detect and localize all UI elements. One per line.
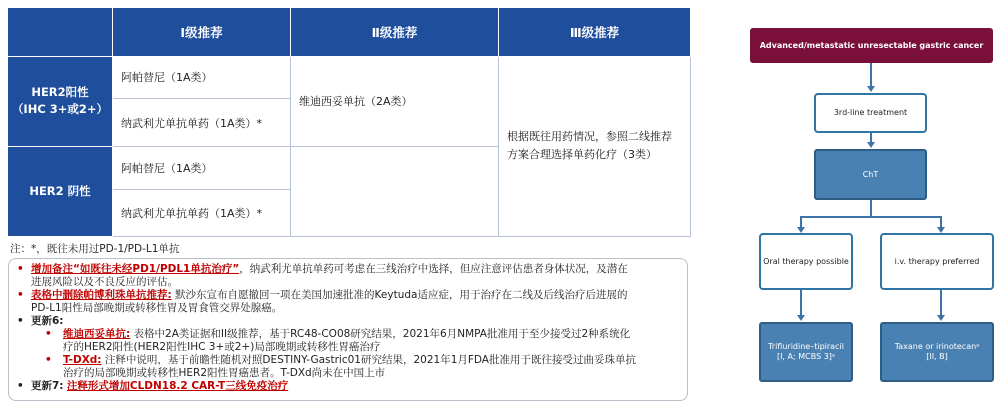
- arrow-down-icon: [867, 86, 875, 92]
- update-text: 疗的HER2阳性(HER2阳性IHC 3+或2+)局部晚期或转移性胃癌治疗: [63, 341, 381, 353]
- update-subitem: [17, 328, 679, 354]
- update-highlight: 维迪西妥单抗:: [63, 328, 131, 340]
- update-text: 表格中2A类证据和II级推荐，基于RC48-CO08研究结果，2021年6月NMPA批准用于至少接受过2种系统化: [130, 328, 631, 340]
- flow-cht-box: ChT: [814, 149, 927, 200]
- treatment-flowchart: [740, 0, 1000, 415]
- update-text: ，纳武利尤单抗单药可考虑在三线治疗中选择，但应注意评估患者身体状况，及潜在: [239, 263, 628, 275]
- her2-positive-label: HER2阳性 （IHC 3+或2+）: [8, 56, 113, 146]
- bullet: •: [17, 315, 24, 327]
- update-highlight: T-DXd:: [63, 354, 102, 366]
- header-level3: Ⅲ级推荐: [499, 8, 691, 57]
- update-text: PD-L1阳性局部晚期或转移性胃及胃食管交界处腺癌。: [31, 302, 283, 314]
- update-item: [17, 315, 679, 328]
- arrow-down-icon: [797, 315, 805, 321]
- update-item: [17, 289, 679, 315]
- flow-connector: [940, 290, 942, 316]
- arrow-down-icon: [937, 315, 945, 321]
- level1-cell: 纳武利尤单抗单药（1A类）*: [113, 99, 291, 146]
- table-footnote: 注：*，既往未用过PD-1/PD-L1单抗: [10, 243, 180, 255]
- bullet: •: [17, 289, 24, 301]
- update-highlight: 增加备注“如既往未经PD1/PDL1单抗治疗”: [31, 263, 240, 275]
- level2-empty-cell: [291, 146, 499, 236]
- update-item: [17, 380, 679, 393]
- update-subitem: [17, 354, 679, 380]
- header-level2: Ⅱ级推荐: [291, 8, 499, 57]
- flow-connector: [800, 216, 942, 218]
- update-highlight: 注释形式增加CLDN18.2 CAR-T三线免疫治疗: [66, 380, 289, 392]
- flow-connector: [870, 200, 872, 216]
- update-highlight: 表格中删除帕博利珠单抗推荐:: [31, 289, 172, 301]
- level1-cell: 阿帕替尼（1A类）: [113, 146, 291, 189]
- recommendation-table: [7, 7, 691, 237]
- level3-cell: 根据既往用药情况，参照二线推荐 方案合理选择单药化疗（3类）: [499, 56, 691, 236]
- update-text: 注释中说明，基于前瞻性随机对照DESTINY-Gastric01研究结果，2021年1月FDA批准用于既往接受过曲妥珠单抗: [101, 354, 636, 366]
- her2-negative-label: HER2 阴性: [8, 146, 113, 236]
- level1-cell: 纳武利尤单抗单药（1A类）*: [113, 189, 291, 237]
- update-text: 治疗的局部晚期或转移性HER2阳性胃癌患者。T-DXd尚未在中国上市: [63, 367, 386, 379]
- bullet: •: [17, 263, 24, 275]
- header-blank: [8, 8, 113, 57]
- arrow-down-icon: [867, 142, 875, 148]
- flow-oral-box: Oral therapy possible: [759, 233, 853, 290]
- flow-connector: [800, 290, 802, 316]
- header-level1: Ⅰ级推荐: [113, 8, 291, 57]
- update-text: 进展风险以及不良反应的评估。: [31, 276, 178, 288]
- update6-label: 更新6:: [31, 315, 64, 327]
- flow-trifluridine-box: Trifluridine–tipiracil [I, A; MCBS 3]ᵃ: [759, 322, 853, 382]
- level2-cell: 维迪西妥单抗（2A类）: [291, 56, 499, 146]
- update-notes-box: [8, 258, 688, 401]
- sub-bullet: •: [45, 354, 52, 366]
- flow-taxane-box: Taxane or irinotecanᵃ [II, B]: [880, 322, 994, 382]
- update-item: [17, 263, 679, 289]
- update-text: 默沙东宣布自愿撤回一项在美国加速批准的Keytuda适应症，用于治疗在二线及后线治疗后进展的: [171, 289, 628, 301]
- flow-iv-box: i.v. therapy preferred: [880, 233, 994, 290]
- bullet: •: [17, 380, 24, 392]
- sub-bullet: •: [45, 328, 52, 340]
- flow-third-line-box: 3rd-line treatment: [814, 93, 927, 133]
- flow-top-box: Advanced/metastatic unresectable gastric cancer: [750, 28, 993, 63]
- level1-cell: 阿帕替尼（1A类）: [113, 56, 291, 99]
- update7-label: 更新7:: [31, 380, 64, 392]
- flow-connector: [870, 63, 872, 87]
